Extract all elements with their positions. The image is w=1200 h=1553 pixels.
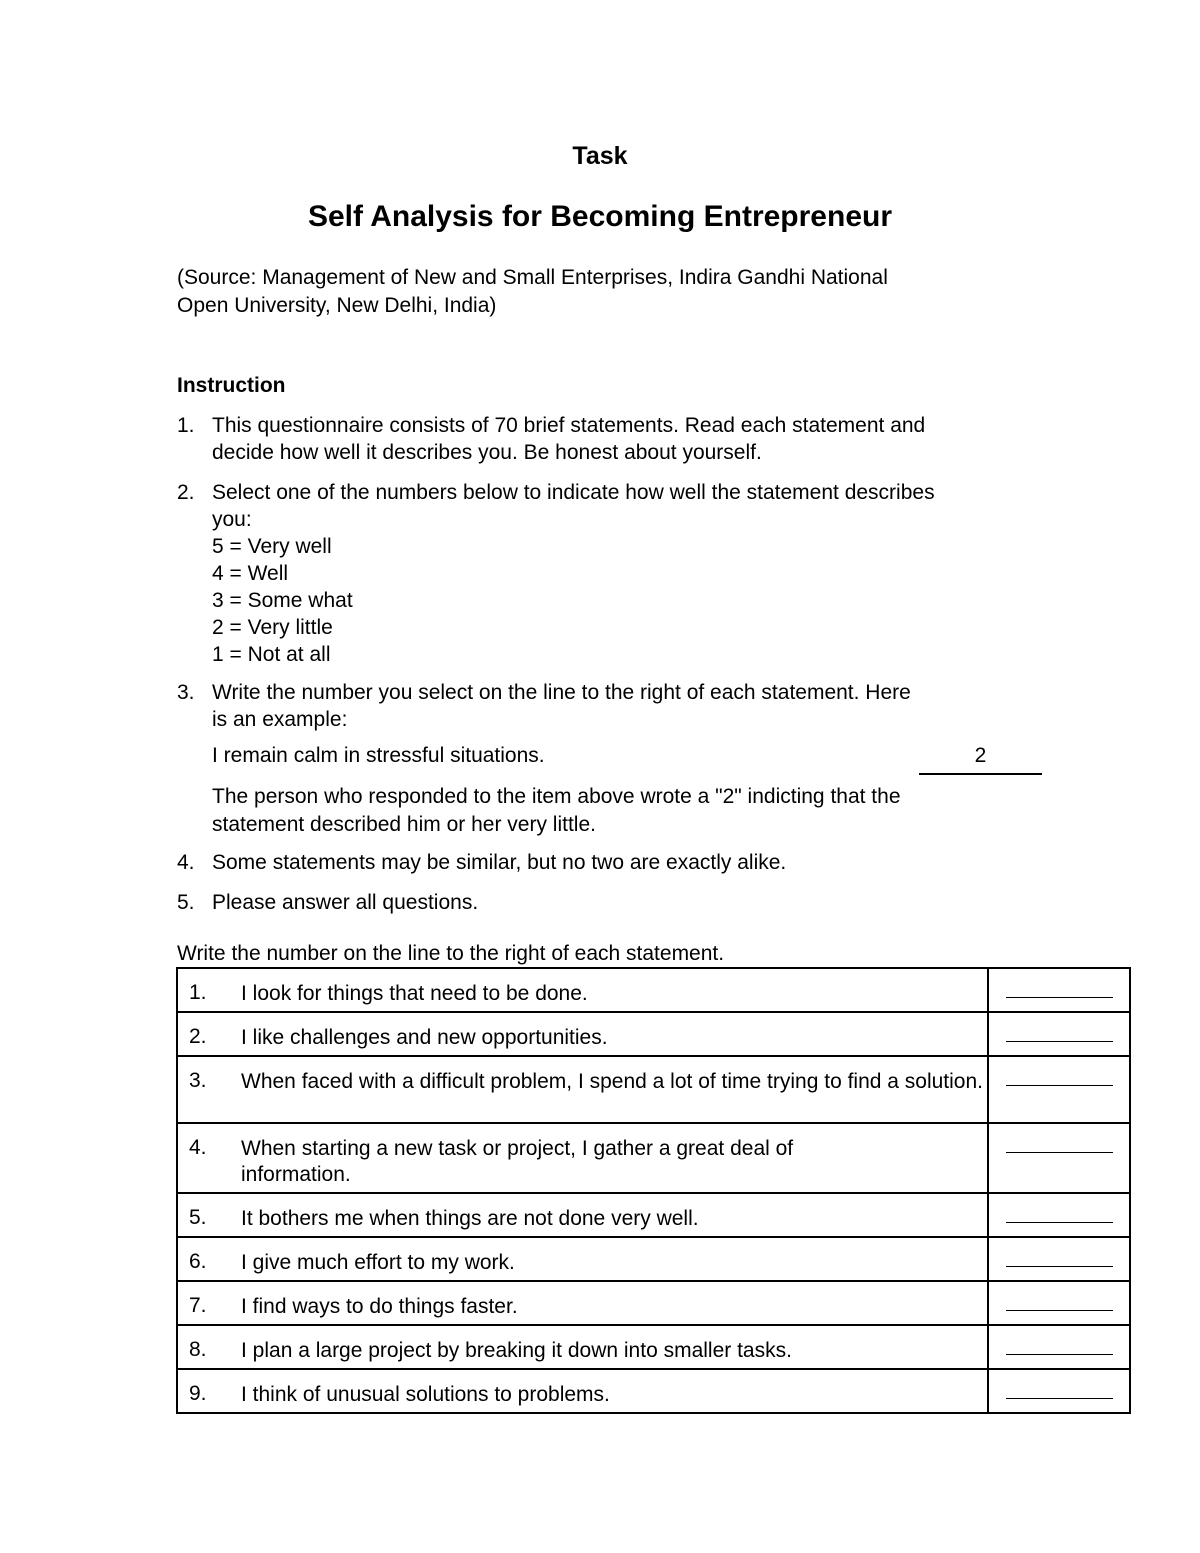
question-text: I find ways to do things faster. [241, 1295, 518, 1318]
source-line-1: (Source: Management of New and Small Enterprises, Indira Gandhi National [177, 266, 888, 289]
instruction-line: Please answer all questions. [212, 891, 479, 914]
instruction-item-3 [177, 679, 1037, 733]
example-note-line-1: The person who responded to the item above wrote a "2" indicting that the [212, 785, 901, 808]
answer-cell[interactable] [988, 1237, 1130, 1281]
instruction-line: is an example: [212, 708, 348, 731]
answer-line[interactable] [1006, 1398, 1113, 1399]
table-caption: Write the number on the line to the right of each statement. [177, 942, 725, 965]
answer-line[interactable] [1006, 1310, 1113, 1311]
example-note [212, 783, 1012, 839]
instruction-line: decide how well it describes you. Be honest about yourself. [212, 441, 762, 464]
question-text: It bothers me when things are not done very well. [241, 1207, 699, 1230]
table-row [177, 968, 1130, 1012]
instruction-number: 1. [177, 414, 195, 437]
instruction-item-1 [177, 412, 1037, 466]
table-row [177, 1012, 1130, 1056]
question-number: 1. [189, 981, 207, 1004]
answer-cell[interactable] [988, 1193, 1130, 1237]
instruction-item-2 [177, 479, 1037, 668]
question-number: 6. [189, 1250, 207, 1273]
example-answer-value: 2 [974, 744, 987, 767]
instruction-heading: Instruction [177, 374, 286, 397]
answer-cell[interactable] [988, 1123, 1130, 1193]
task-heading: Task [572, 142, 628, 170]
answer-cell[interactable] [988, 1012, 1130, 1056]
scale-option-2: 2 = Very little [212, 616, 333, 639]
instruction-number: 3. [177, 681, 195, 704]
question-text: When faced with a difficult problem, I spend a lot of time trying to find a solution. [241, 1070, 984, 1093]
table-row [177, 1123, 1130, 1193]
question-number: 9. [189, 1382, 207, 1405]
instruction-line: you: [212, 508, 252, 531]
table-row [177, 1237, 1130, 1281]
answer-cell[interactable] [988, 1281, 1130, 1325]
answer-line[interactable] [1006, 1354, 1113, 1355]
answer-cell[interactable] [988, 1325, 1130, 1369]
answer-line[interactable] [1006, 1266, 1113, 1267]
question-number: 3. [189, 1069, 207, 1092]
answer-line[interactable] [1006, 1222, 1113, 1223]
table-row [177, 1193, 1130, 1237]
answer-line[interactable] [1006, 1152, 1113, 1153]
answer-line[interactable] [1006, 1041, 1113, 1042]
question-number: 8. [189, 1338, 207, 1361]
instruction-item-5 [177, 889, 1037, 916]
scale-option-5: 5 = Very well [212, 535, 332, 558]
instruction-line: Select one of the numbers below to indicate how well the statement describes [212, 481, 935, 504]
instruction-item-4 [177, 849, 1037, 876]
instruction-number: 5. [177, 891, 195, 914]
question-text: I give much effort to my work. [241, 1251, 515, 1274]
scale-option-1: 1 = Not at all [212, 643, 331, 666]
example-answer-line [919, 744, 1042, 775]
question-number: 2. [189, 1025, 207, 1048]
question-text: I plan a large project by breaking it down into smaller tasks. [241, 1339, 792, 1362]
table-row [177, 1325, 1130, 1369]
instruction-line: Write the number you select on the line to the right of each statement. Here [212, 681, 911, 704]
example-row [212, 744, 1042, 774]
question-text: I think of unusual solutions to problems. [241, 1383, 610, 1406]
instruction-line: Some statements may be similar, but no two are exactly alike. [212, 851, 787, 874]
instruction-number: 4. [177, 851, 195, 874]
answer-cell[interactable] [988, 1369, 1130, 1413]
answer-line[interactable] [1006, 997, 1113, 998]
example-statement: I remain calm in stressful situations. [212, 744, 545, 767]
document-title: Self Analysis for Becoming Entrepreneur [307, 200, 893, 233]
table-row [177, 1281, 1130, 1325]
question-number: 7. [189, 1294, 207, 1317]
source-line-2: Open University, New Delhi, India) [177, 294, 497, 317]
instruction-number: 2. [177, 481, 195, 504]
question-number: 5. [189, 1206, 207, 1229]
question-text: I like challenges and new opportunities. [241, 1026, 608, 1049]
question-number: 4. [189, 1136, 207, 1159]
scale-option-3: 3 = Some what [212, 589, 353, 612]
answer-cell[interactable] [988, 1056, 1130, 1123]
question-text: When starting a new task or project, I gather a great deal of information. [241, 1137, 794, 1186]
answer-line[interactable] [1006, 1085, 1113, 1086]
source-citation [177, 264, 1007, 320]
questionnaire-table [176, 967, 1131, 1414]
table-row [177, 1369, 1130, 1413]
answer-cell[interactable] [988, 968, 1130, 1012]
example-note-line-2: statement described him or her very little. [212, 813, 596, 836]
table-row [177, 1056, 1130, 1123]
instruction-line: This questionnaire consists of 70 brief statements. Read each statement and [212, 414, 926, 437]
scale-option-4: 4 = Well [212, 562, 289, 585]
question-text: I look for things that need to be done. [241, 982, 588, 1005]
